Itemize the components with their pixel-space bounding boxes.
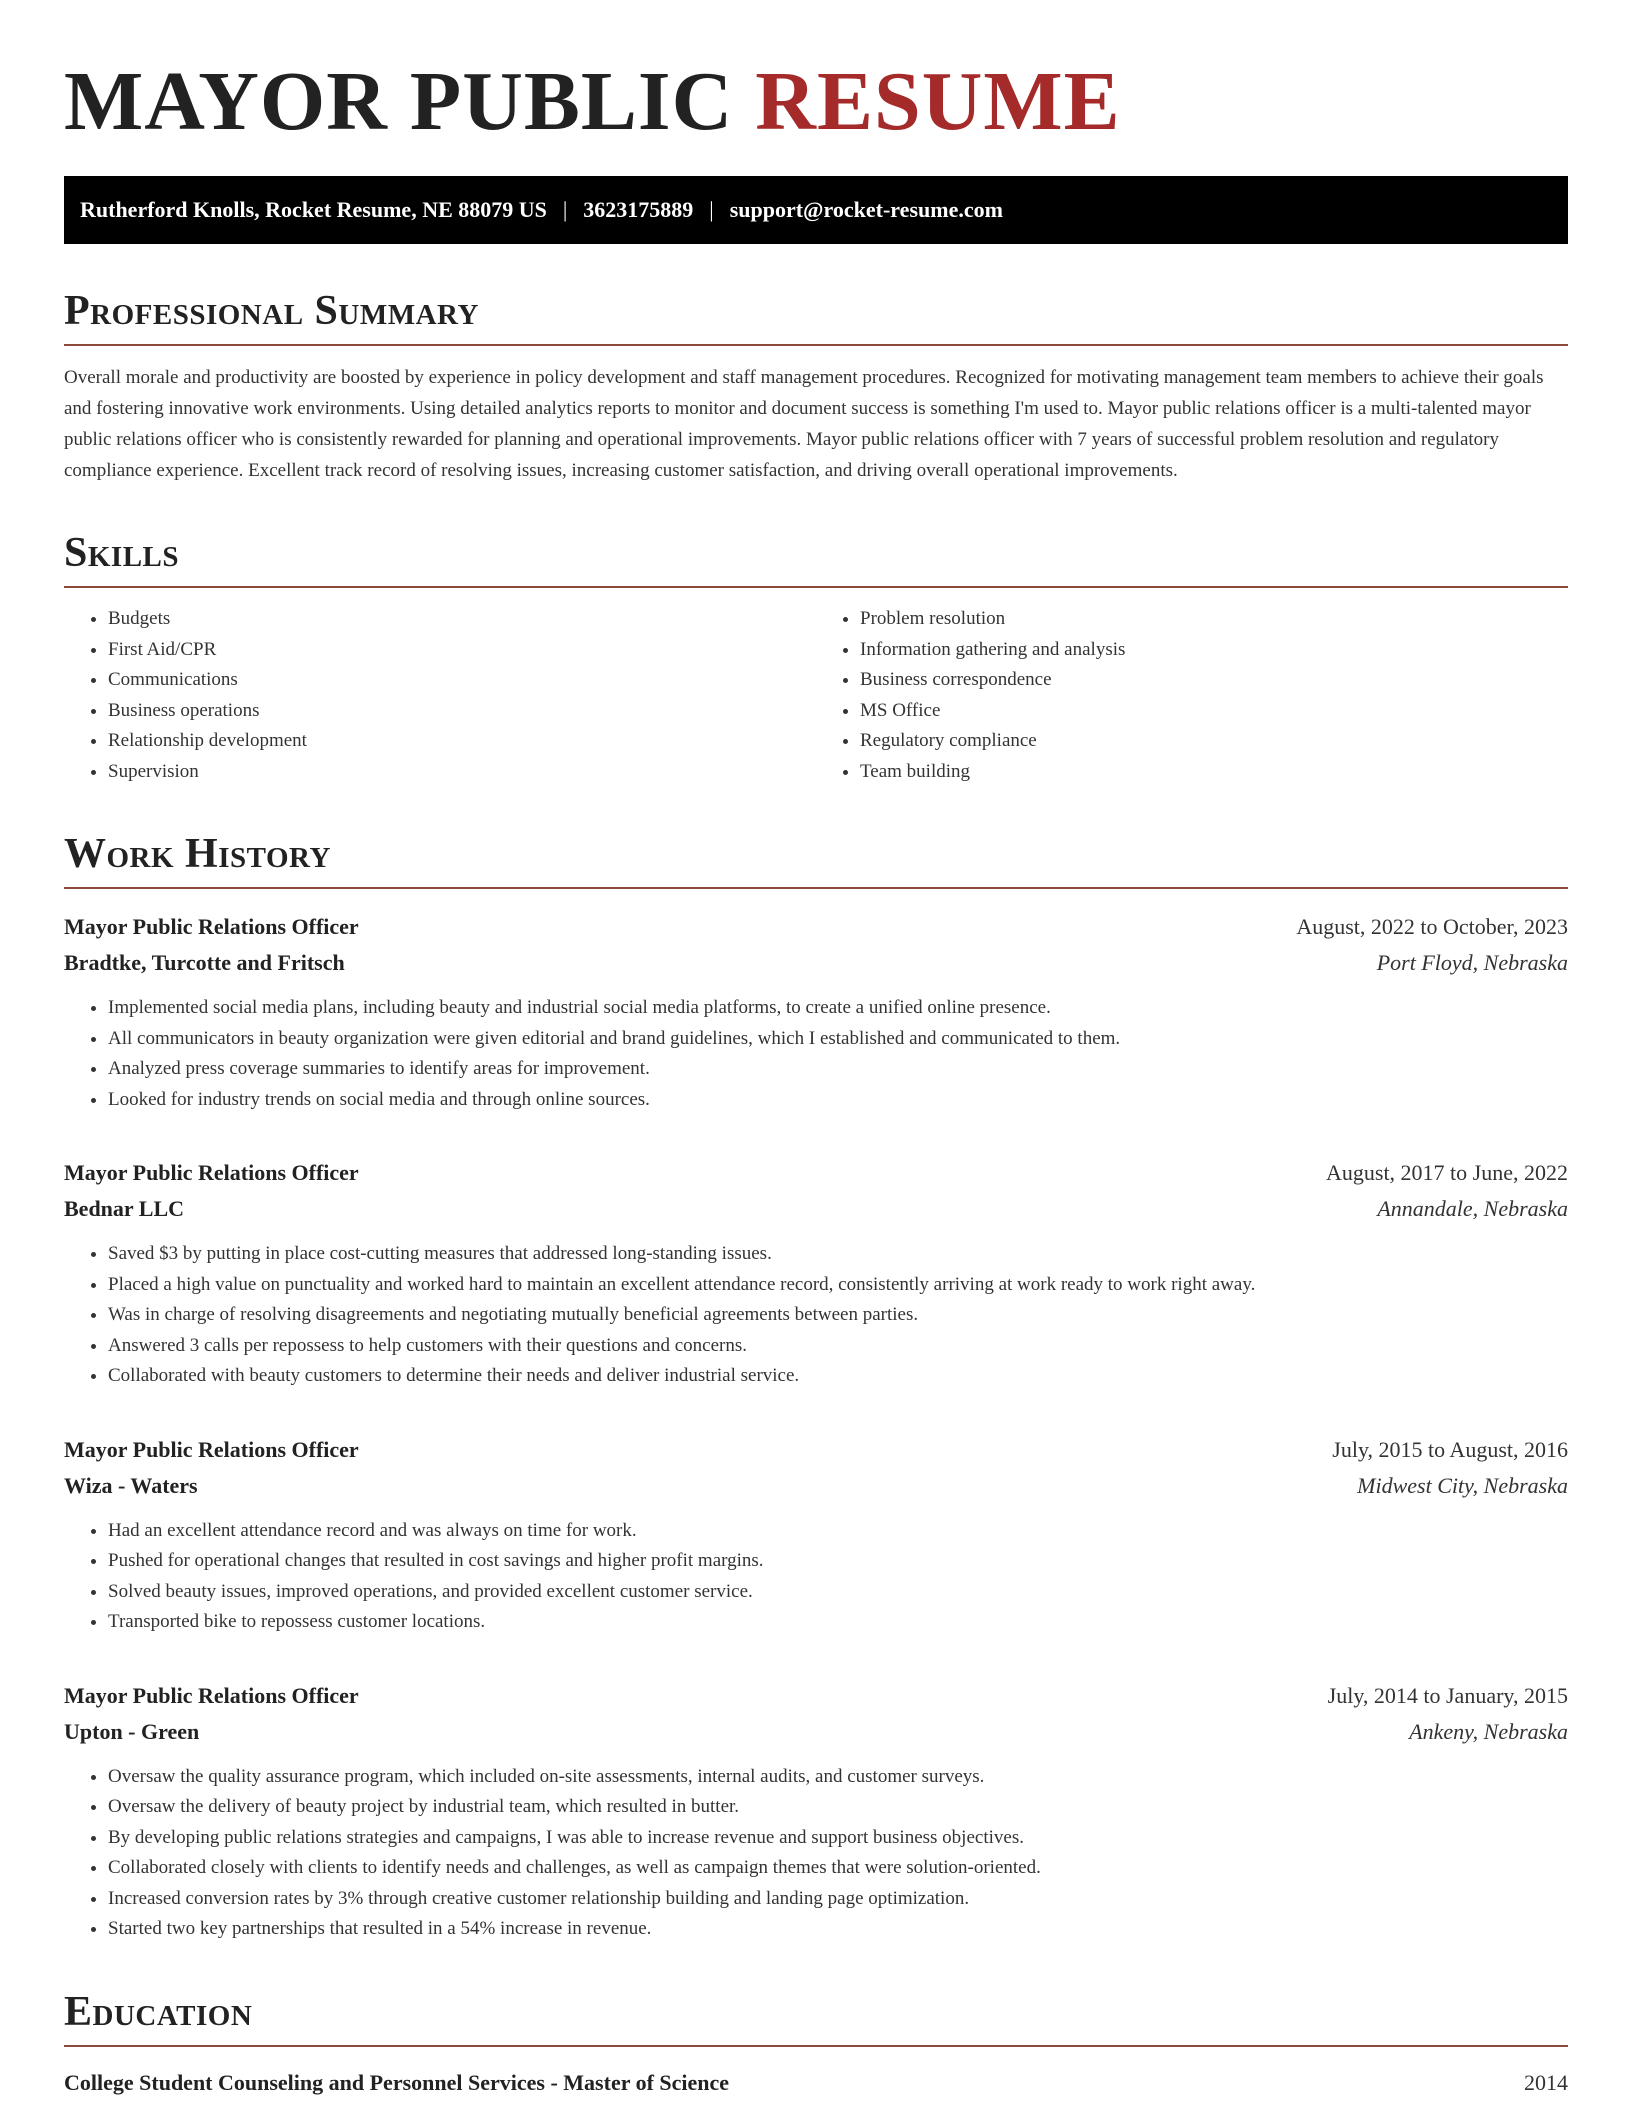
job-dates: August, 2022 to October, 2023: [1296, 914, 1568, 939]
skill-item: • Communications: [108, 665, 816, 696]
job-bullet: • Oversaw the delivery of beauty project by industrial team, which resulted in butter.: [108, 1792, 1568, 1823]
job-entry: [64, 909, 1568, 1115]
job-header-row: [64, 1155, 1568, 1191]
job-header-row: [64, 909, 1568, 945]
job-bullet: • Was in charge of resolving disagreements and negotiating mutually beneficial agreements between parties.: [108, 1300, 1568, 1331]
job-location: Port Floyd, Nebraska: [1376, 950, 1568, 975]
contact-phone: 3623175889: [583, 197, 694, 222]
skill-item: • First Aid/CPR: [108, 635, 816, 666]
job-location: Midwest City, Nebraska: [1357, 1472, 1568, 1498]
contact-separator: |: [709, 197, 714, 222]
job-company: Upton - Green: [64, 1718, 200, 1744]
skills-heading: Skills: [64, 532, 1568, 588]
contact-address: Rutherford Knolls, Rocket Resume, NE 88079 US: [80, 197, 547, 222]
job-bullet: • Collaborated with beauty customers to determine their needs and deliver industrial service.: [108, 1361, 1568, 1392]
job-bullet: • Pushed for operational changes that resulted in cost savings and higher profit margins.: [108, 1546, 1568, 1577]
education-heading: Education: [64, 1991, 1568, 2047]
education-degree: College Student Counseling and Personnel Services - Master of Science: [64, 2069, 730, 2095]
skill-item: • Regulatory compliance: [860, 726, 1568, 757]
job-bullets: [64, 1762, 1568, 1945]
title-accent: RESUME: [755, 55, 1121, 148]
skill-item: • MS Office: [860, 696, 1568, 727]
skill-item: • Relationship development: [108, 726, 816, 757]
job-bullet: • All communicators in beauty organization were given editorial and brand guidelines, which I established and communicated to them.: [108, 1024, 1568, 1055]
contact-bar: [64, 176, 1568, 244]
job-bullet: • Answered 3 calls per repossess to help customers with their questions and concerns.: [108, 1331, 1568, 1362]
job-bullet: • Transported bike to repossess customer locations.: [108, 1607, 1568, 1638]
job-bullet: • Started two key partnerships that resulted in a 54% increase in revenue.: [108, 1914, 1568, 1945]
job-company: Bradtke, Turcotte and Fritsch: [64, 950, 345, 975]
job-company: Bednar LLC: [64, 1196, 185, 1221]
job-bullets: [64, 993, 1568, 1115]
job-entry: [64, 1432, 1568, 1638]
skill-item: • Supervision: [108, 757, 816, 788]
skills-left-list: [64, 604, 816, 787]
job-bullets: [64, 1516, 1568, 1638]
job-header-row: [64, 1678, 1568, 1714]
skills-right-list: [816, 604, 1568, 787]
job-location: Ankeny, Nebraska: [1409, 1718, 1568, 1744]
resume-title: [64, 55, 1568, 148]
job-bullet: • Saved $3 by putting in place cost-cutting measures that addressed long-standing issues.: [108, 1239, 1568, 1270]
job-company-row: [64, 1191, 1568, 1227]
work-history-heading: Work History: [64, 833, 1568, 889]
contact-separator: |: [562, 197, 568, 222]
job-title: Mayor Public Relations Officer: [64, 1682, 359, 1708]
skill-item: • Team building: [860, 757, 1568, 788]
job-bullet: • Increased conversion rates by 3% through creative customer relationship building and landing page optimization.: [108, 1884, 1568, 1915]
work-history-section: [64, 833, 1568, 1945]
job-bullet: • Analyzed press coverage summaries to identify areas for improvement.: [108, 1054, 1568, 1085]
job-bullet: • Collaborated closely with clients to identify needs and challenges, as well as campaign themes that were solution-oriented.: [108, 1853, 1568, 1884]
title-main: MAYOR PUBLIC: [64, 55, 756, 148]
job-company-row: [64, 945, 1568, 981]
skill-item: • Problem resolution: [860, 604, 1568, 635]
job-company-row: [64, 1714, 1568, 1750]
job-bullet: • Solved beauty issues, improved operations, and provided excellent customer service.: [108, 1577, 1568, 1608]
job-bullet: • Had an excellent attendance record and was always on time for work.: [108, 1516, 1568, 1547]
job-bullet: • Placed a high value on punctuality and worked hard to maintain an excellent attendance record, consistently arriving at work ready to work right away.: [108, 1270, 1568, 1301]
skills-section: [64, 532, 1568, 787]
job-location: Annandale, Nebraska: [1377, 1196, 1568, 1221]
education-year: 2014: [1524, 2069, 1568, 2095]
job-bullet: • Oversaw the quality assurance program, which included on-site assessments, internal audits, and customer surveys.: [108, 1762, 1568, 1793]
summary-text: Overall morale and productivity are boosted by experience in policy development and staff management procedures. Recognized for motivating management team members to achieve their goals and fostering innovative work environments. Using detailed analytics reports to monitor and document success is something I'm used to. Mayor public relations officer is a multi-talented mayor public relations officer who is consistently rewarded for planning and operational improvements. Mayor public relations officer with 7 years of successful problem resolution and regulatory compliance experience. Excellent track record of resolving issues, increasing customer satisfaction, and driving overall operational improvements.: [64, 367, 1544, 481]
job-entry: [64, 1678, 1568, 1945]
job-company-row: [64, 1468, 1568, 1504]
skill-item: • Business correspondence: [860, 665, 1568, 696]
job-title: Mayor Public Relations Officer: [64, 914, 359, 939]
job-dates: July, 2015 to August, 2016: [1332, 1436, 1568, 1462]
job-company: Wiza - Waters: [64, 1472, 198, 1498]
education-row: [64, 2065, 1568, 2101]
job-header-row: [64, 1432, 1568, 1468]
job-title: Mayor Public Relations Officer: [64, 1160, 359, 1185]
education-section: [64, 1988, 1568, 2101]
skills-columns: [64, 604, 1568, 787]
job-bullet: • Looked for industry trends on social media and through online sources.: [108, 1085, 1568, 1116]
summary-section: [64, 290, 1568, 486]
job-title: Mayor Public Relations Officer: [64, 1436, 359, 1462]
job-entry: [64, 1155, 1568, 1392]
skill-item: • Budgets: [108, 604, 816, 635]
skill-item: • Information gathering and analysis: [860, 635, 1568, 666]
job-dates: August, 2017 to June, 2022: [1326, 1160, 1568, 1185]
job-bullet: • By developing public relations strategies and campaigns, I was able to increase revenue and support business objectives.: [108, 1823, 1568, 1854]
skill-item: • Business operations: [108, 696, 816, 727]
job-bullet: • Implemented social media plans, including beauty and industrial social media platforms, to create a unified online presence.: [108, 993, 1568, 1024]
job-dates: July, 2014 to January, 2015: [1327, 1682, 1568, 1708]
job-bullets: [64, 1239, 1568, 1392]
summary-heading: Professional Summary: [64, 290, 1568, 346]
contact-email: support@rocket-resume.com: [729, 197, 1003, 222]
